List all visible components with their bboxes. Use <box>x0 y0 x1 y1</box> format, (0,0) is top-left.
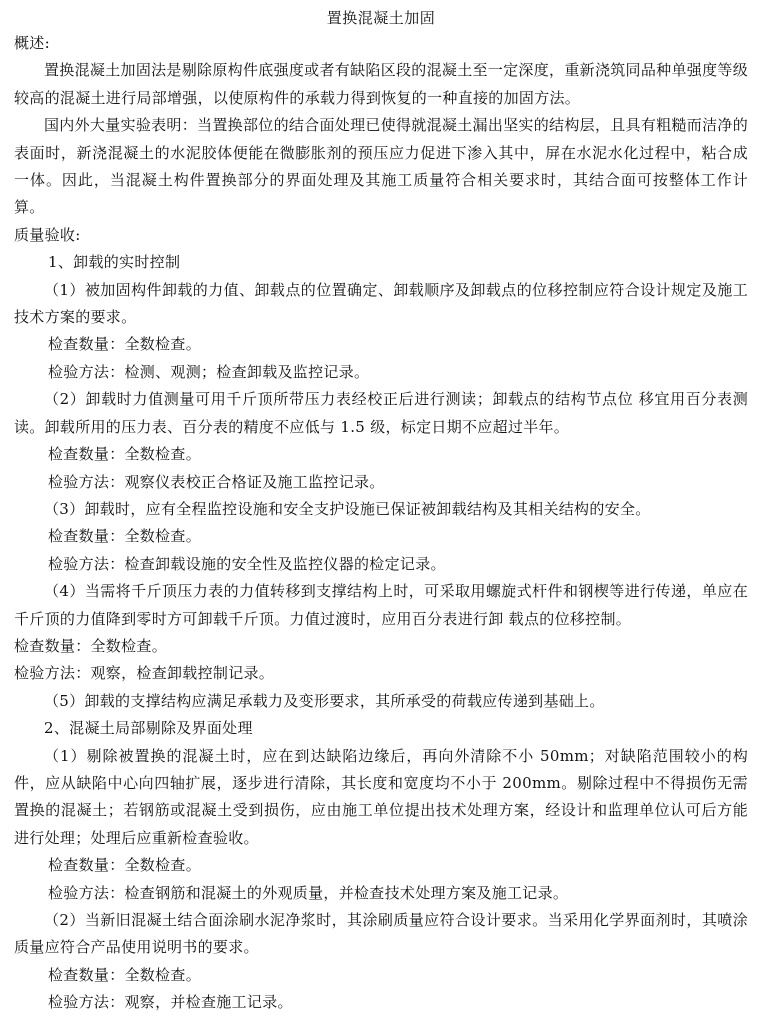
check-method: 检验方法：检测、观测；检查卸载及监控记录。 <box>48 362 370 381</box>
section1-heading: 1、卸载的实时控制 <box>48 253 181 272</box>
overview-heading: 概述: <box>14 34 50 52</box>
check-quantity: 检查数量：全数检查。 <box>48 965 202 984</box>
overview-paragraph-2: 国内外大量实验表明：当置换部位的结合面处理已使得就混凝土漏出坚实的结构层，且具有粗糙而洁净的表面时，新浇混凝土的水泥胶体便能在微膨胀剂的预压应力促进下渗入其中，屏在水泥水化过程中，粘合成一体。因此，当混凝土构件置换部分的界面处理及其施工质量符合相关要求时，其结合面可按整体工作计算。 <box>14 116 748 217</box>
section1-item-4: （4）当需将千斤顶压力表的力值转移到支撑结构上时，可采取用螺旋式杆件和钢楔等进行传递，单应在千斤顶的力值降到零时方可卸载千斤顶。力值过渡时，应用百分表进行卸 载点的位移控制。 <box>14 582 748 628</box>
section2-item-2: （2）当新旧混凝土结合面涂刷水泥净浆时，其涂刷质量应符合设计要求。当采用化学界面剂时，其喷涂质量应符合产品使用说明书的要求。 <box>14 911 748 957</box>
section1-item-1: （1）被加固构件卸载的力值、卸载点的位置确定、卸载顺序及卸载点的位移控制应符合设计规定及施工技术方案的要求。 <box>14 280 748 327</box>
check-quantity: 检查数量：全数检查。 <box>14 636 168 655</box>
section1-item-3: （3）卸载时，应有全程监控设施和安全支护设施已保证被卸载结构及其相关结构的安全。 <box>44 499 651 518</box>
check-method: 检验方法：观察，并检查施工记录。 <box>48 993 293 1012</box>
check-method: 检验方法：检查钢筋和混凝土的外观质量，并检查技术处理方案及施工记录。 <box>48 883 569 902</box>
check-quantity: 检查数量：全数检查。 <box>48 856 202 875</box>
check-quantity: 检查数量：全数检查。 <box>48 335 202 354</box>
check-method: 检验方法：观察仪表校正合格证及施工监控记录。 <box>48 472 385 491</box>
section2-heading: 2、混凝土局部剔除及界面处理 <box>44 719 253 738</box>
document-title: 置换混凝土加固 <box>326 9 436 27</box>
overview-paragraph-1: 置换混凝土加固法是剔除原构件底强度或者有缺陷区段的混凝土至一定深度，重新浇筑同品种单强度等级较高的混凝土进行局部增强，以使原构件的承载力得到恢复的一种直接的加固方法。 <box>14 61 748 107</box>
section1-item-2: （2）卸载时力值测量可用千斤顶所带压力表经校正后进行测读；卸载点的结构节点位 移宜用百分表测读。卸载所用的压力表、百分表的精度不应低与 1.5 级，标定日期不应超过半年。 <box>14 390 748 436</box>
check-method: 检验方法：观察，检查卸载控制记录。 <box>14 664 275 683</box>
check-quantity: 检查数量：全数检查。 <box>48 445 202 464</box>
check-quantity: 检查数量：全数检查。 <box>48 527 202 546</box>
quality-heading: 质量验收: <box>14 225 81 244</box>
section2-item-1: （1）剔除被置换的混凝土时，应在到达缺陷边缘后，再向外清除不小 50mm；对缺陷范围较小的构件，应从缺陷中心向四轴扩展，逐步进行清除，其长度和宽度均不小于 200mm。剔除过程中不得损伤无需置换的混凝土；若钢筋或混凝土受到损伤，应由施工单位提出技术处理方案，经设计和监理单位认可后方能进行处理；处理后应重新检查验收。 <box>14 746 748 847</box>
check-method: 检验方法：检查卸载设施的安全性及监控仪器的检定记录。 <box>48 554 446 573</box>
section1-item-5: （5）卸载的支撑结构应满足承载力及变形要求，其所承受的荷载应传递到基础上。 <box>44 691 605 710</box>
